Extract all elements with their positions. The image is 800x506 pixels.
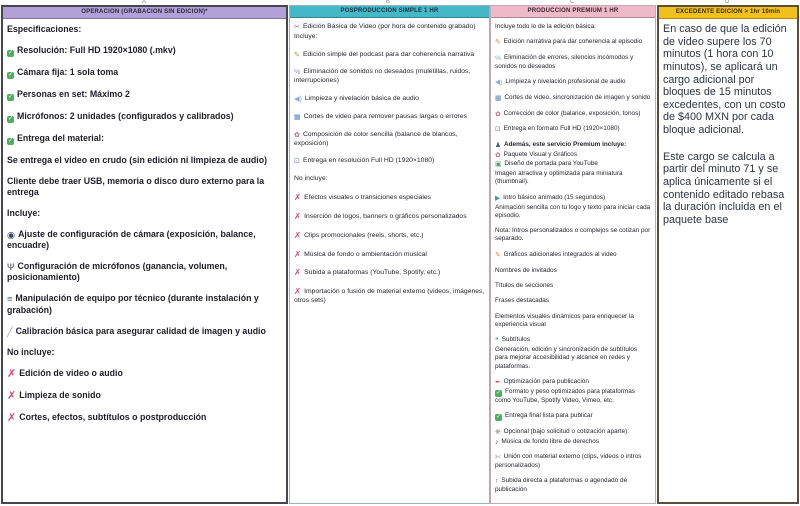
list-item [294,212,485,222]
column-header-excedente-edicion[interactable]: EXCEDENTE EDICION > 1hr 10min [659,7,797,19]
check-icon: ✓ [495,389,502,396]
list-item [7,229,282,251]
gear-icon: ❋ [495,428,501,436]
column-posproduccion-simple [289,5,490,504]
check-icon: ✓ [7,49,14,56]
item-text: No incluye: [7,346,55,357]
list-item [294,95,485,104]
item-text: Diseño de portada para YouTube [504,160,598,168]
item-text: Subida a plataformas (YouTube, Spotify, etc.) [304,269,441,277]
list-item [495,378,651,387]
list-item [495,313,651,330]
list-item [663,23,793,137]
column-body-produccion-premium [491,18,655,496]
item-text: Optimización para publicación [503,377,589,385]
list-item [294,287,485,306]
list-item [495,346,651,371]
list-item [294,113,485,122]
list-item [495,204,651,221]
item-text: Subida directa a plataformas o agendado de publicación [495,477,628,494]
list-item [7,390,282,402]
list-item [495,160,651,169]
item-text: Eliminación de sonidos no deseados (muletillas, ruidos, interrupciones) [294,68,471,85]
palette-icon: ✿ [294,130,300,139]
item-text: Especificaciones: [7,24,82,34]
list-item [495,38,651,47]
item-text: Importación o fusión de material externo (videos, imágenes, otros sets) [294,288,485,305]
item-text: Nota: Intros personalizados o complejos se cotizan por separado. [495,227,651,243]
list-item [495,227,651,244]
item-text: Gráficos adicionales integrados al video [503,250,617,258]
image-icon: ▣ [495,161,502,169]
item-text: Este cargo se calcula a partir del minuto 71 y se aplica únicamente si el contenido editado rebasa la duración incluida en el paquete base [663,150,785,226]
cross-icon: ✗ [294,267,302,278]
list-item [294,157,485,166]
item-text: Música de fondo libre de derechos [501,437,600,445]
item-text: Generación, edición y sincronización de subtítulos para mejorar accesibilidad y alcance en redes y plataformas. [495,345,638,370]
item-text: Subtítulos [501,336,531,344]
list-item [7,45,282,57]
cross-icon: ✗ [7,367,17,380]
pencil-icon: ✎ [495,39,501,47]
item-text: Limpieza y nivelación básica de audio [304,95,419,103]
column-body-excedente-edicion [659,19,797,229]
list-item [495,453,651,470]
item-text: Incluye todo lo de la edición básica: [495,23,596,30]
item-text: Opcional (bajo solicitud o cotización aparte): [503,427,630,435]
check-icon: ✓ [7,115,14,122]
item-text: Cámara fija: 1 sola toma [17,66,119,77]
item-text: Ajuste de configuración de cámara (exposición, balance, encuadre) [7,228,256,251]
list-item [495,151,651,160]
item-text: Edición narrativa para dar coherencia al episodio [503,38,643,46]
item-text: Se entrega el video en crudo (sin edición ni limpieza de audio) [7,154,268,165]
cross-icon: ✗ [7,389,17,402]
cross-icon: ✗ [294,210,302,221]
list-item [294,131,485,149]
cross-icon: ✗ [294,192,302,203]
cross-icon: ✗ [294,286,302,297]
column-header-posproduccion-simple[interactable]: POSPRODUCCION SIMPLE 1 HR [290,6,489,18]
list-item [495,428,651,437]
check-icon: ✓ [7,137,14,144]
camera-icon: ◉ [7,229,16,240]
control-panel-icon: ≡ [7,294,13,305]
item-text: Además, este servicio Premium incluye: [504,140,627,148]
list-item [7,326,282,337]
item-text: Nombres de invitados [495,266,557,274]
item-text: Edición Básica de Video (por hora de contenido grabado) [302,23,476,30]
list-item [294,68,485,86]
list-item [495,194,651,203]
list-item [495,54,651,71]
speaker-icon: ◀) [294,95,302,104]
list-item [294,193,485,203]
speech-bubble-icon: ❝ [495,337,499,345]
monitor-icon: ⊡ [294,157,300,166]
list-item [495,23,651,31]
check-icon: ✓ [495,413,502,420]
item-text: Cortes de video para remover pausas largas o errores [303,112,467,120]
item-text: Inserción de logos, banners o gráficos personalizados [304,212,467,220]
item-text: Corrección de color (balance, exposición, tonos) [503,109,641,117]
item-text: En caso de que la edición de video supere los 70 minutos (1 hora con 10 minutos), se aplicará un cargo adicional por bloques de 15 minutos excedentes, con un costo de $400 MXN por cada bloque adicional. [663,23,787,136]
column-letter-d[interactable]: D [725,0,730,5]
list-item [7,67,282,79]
column-operacion [1,5,288,504]
mute-icon: % [495,55,501,63]
item-text: Entrega en formato Full HD (1920×1080) [503,125,620,133]
item-text: Títulos de secciones [495,281,554,289]
column-letter-b[interactable]: B [386,0,391,5]
item-text: Elementos visuales dinámicos para enriquecer la experiencia visual [495,312,634,328]
list-item [294,33,485,42]
item-text: Manipulación de equipo por técnico (durante instalación y grabación) [7,293,259,315]
list-item [294,231,485,241]
column-header-operacion[interactable]: OPERACION (GRABACION SIN EDICION)* [3,7,286,19]
item-text: Efectos visuales o transiciones especiales [304,194,432,202]
list-item [495,388,651,405]
item-text: Edición simple del podcast para dar coherencia narrativa [302,50,475,58]
list-item [7,133,282,145]
item-text: Cliente debe traer USB, memoria o disco duro externo para la entrega [7,175,265,197]
list-item [7,89,282,101]
item-text: Calibración básica para asegurar calidad de imagen y audio [15,325,266,336]
item-text: Formato y peso optimizados para plataformas como YouTube, Spotify Video, Vimeo, etc. [495,387,636,404]
cross-icon: ✗ [294,229,302,240]
list-item [294,250,485,260]
item-text: Configuración de micrófonos (ganancia, volumen, posicionamiento) [7,261,228,283]
list-item [7,24,282,35]
item-text: Limpieza de sonido [19,389,101,400]
list-item [7,368,282,380]
column-body-operacion [3,19,286,426]
list-item [495,267,651,275]
merge-icon: ✄ [495,454,501,462]
list-item [495,94,651,103]
item-text: Paquete Visual y Gráficos [503,150,578,158]
item-text: Frases destacadas [495,297,549,305]
item-text: Entrega en resolución Full HD (1920×1080) [302,157,435,165]
film-icon: ▦ [294,112,301,121]
item-text: Eliminación de errores, silencios incómodos y sonidos no deseados [495,54,634,70]
column-body-posproduccion-simple [290,18,489,308]
list-item [7,111,282,123]
intro-clapper-icon: ▶ [495,194,501,202]
cross-icon: ✗ [294,248,302,259]
list-item [495,78,651,87]
mute-icon: % [294,68,301,77]
column-letter-c[interactable]: C [570,0,575,5]
list-item [495,125,651,134]
item-text: Cortes de video, sincronización de imagen y sonido [504,93,651,101]
list-item [294,51,485,60]
palette-icon: ✿ [495,110,501,118]
microphone-icon: Ψ [7,262,15,273]
list-item [7,261,282,283]
wrench-icon: ╱ [7,326,13,337]
list-item [495,282,651,290]
column-produccion-premium [490,5,656,504]
list-item [663,151,793,227]
pencil-icon: ✎ [294,50,300,59]
list-item [495,297,651,305]
list-item [7,412,282,424]
item-text: Edición de video o audio [19,367,123,378]
upload-icon: ↑ [495,478,499,486]
item-text: Limpieza y nivelación profesional de audio [505,78,626,86]
list-item [495,141,651,150]
list-item [495,170,651,187]
item-text: Incluye: [7,207,41,218]
list-item [7,208,282,219]
check-icon: ✓ [7,71,14,78]
list-item [7,293,282,315]
item-text: Imagen atractiva y optimizada para miniatura (thumbnail). [495,170,623,186]
item-text: Cortes, efectos, subtítulos o postproducción [19,411,207,422]
pen-icon: ✒ [495,378,501,386]
person-icon: ♟ [495,141,502,149]
item-text: Micrófonos: 2 unidades (configurados y calibrados) [17,110,234,121]
music-note-icon: ♪ [495,438,499,446]
item-text: Música de fondo o ambientación musical [304,250,427,258]
list-item [7,347,282,358]
item-text: Animación sencilla con tu logo y texto para iniciar cada episodio. [495,203,651,219]
list-item [495,477,651,494]
item-text: Unión con material externo (clips, videos o intros personalizados) [495,453,642,470]
item-text: Clips promocionales (reels, shorts, etc.) [304,231,424,239]
monitor-icon: ⊡ [495,126,501,134]
palette-icon: ✿ [495,151,501,159]
item-text: Entrega del material: [17,132,105,143]
speaker-icon: ◀) [495,79,503,87]
item-text: No incluye: [294,175,328,183]
check-icon: ✓ [7,93,14,100]
film-icon: ▦ [495,94,502,102]
item-text: Entrega final lista para publicar [505,411,593,419]
column-excedente-edicion [657,5,799,504]
list-item [495,412,651,421]
clapperboard-icon: ✂ [294,23,300,31]
column-letter-a[interactable]: A [142,0,147,5]
item-text: Intro básico animado (15 segundos) [503,193,606,201]
item-text: Incluye: [294,32,318,40]
item-text: Resolución: Full HD 1920×1080 (.mkv) [17,44,176,55]
list-item [7,155,282,166]
list-item [495,438,651,447]
column-header-produccion-premium[interactable]: PRODUCCION PREMIUM 1 HR [491,6,655,18]
item-text: Composición de color sencilla (balance de blancos, exposición) [294,130,458,147]
list-item [7,176,282,198]
item-text: Personas en set: Máximo 2 [17,88,130,99]
cross-icon: ✗ [7,411,17,424]
list-item [495,336,651,345]
list-item [294,268,485,278]
pencil-icon: ✎ [495,251,501,259]
list-item [294,23,485,32]
list-item [294,175,485,184]
list-item [495,251,651,260]
list-item [495,110,651,119]
